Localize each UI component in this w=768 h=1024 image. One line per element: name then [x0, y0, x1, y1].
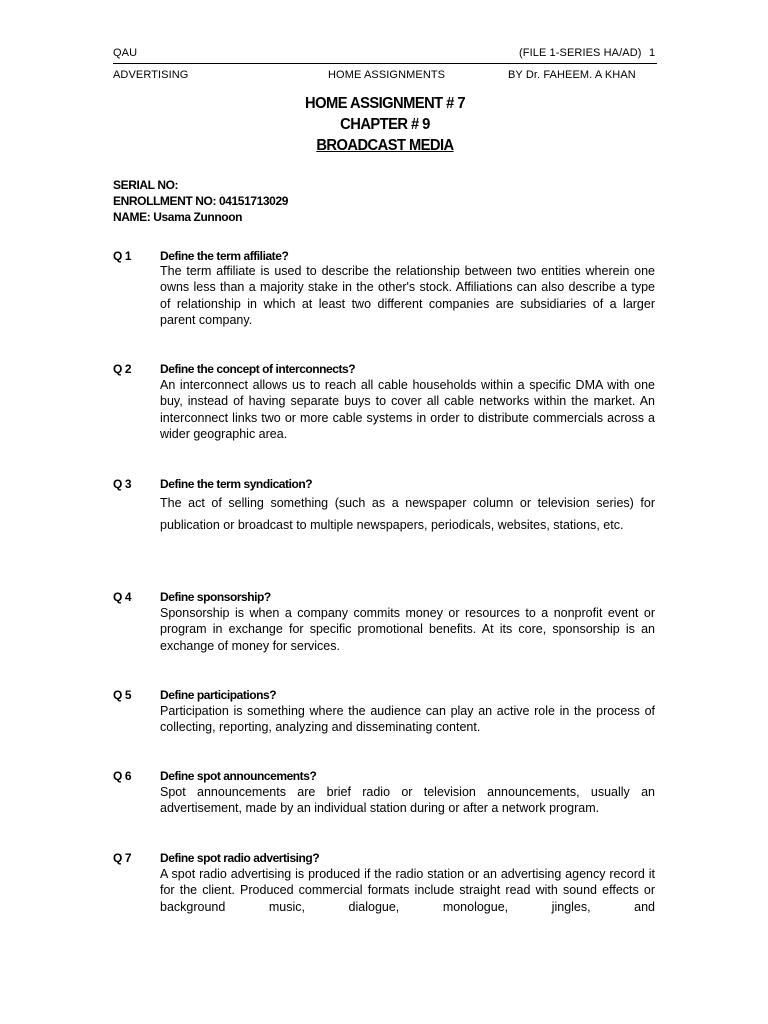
question-number: Q 2: [113, 362, 132, 376]
header-course: ADVERTISING: [113, 69, 189, 81]
answer-text: An interconnect allows us to reach all cable households within a specific DMA with one buy, instead of having separate buys to cover all cable networks within the market. An interconnect links two or more cable systems in order to distribute commercials across a wider geographic area.: [160, 378, 655, 441]
question-title: Define spot radio advertising?: [160, 851, 320, 865]
page-number: 1: [649, 47, 656, 59]
question-number: Q 4: [113, 590, 132, 604]
answer-text: Sponsorship is when a company commits money or resources to a nonprofit event or program in exchange for specific promotional benefits. At its core, sponsorship is an exchange of money for services.: [160, 606, 655, 653]
header-author: BY Dr. FAHEEM. A KHAN: [508, 69, 636, 81]
answer-text: Spot announcements are brief radio or television announcements, usually an advertisement, made by an individual station during or after a network program.: [160, 785, 655, 816]
question-title: Define sponsorship?: [160, 590, 271, 604]
chapter-title: CHAPTER # 9: [340, 116, 430, 133]
question-number: Q 3: [113, 477, 132, 491]
question-number: Q 6: [113, 769, 132, 783]
question-title: Define the term affiliate?: [160, 249, 289, 263]
enrollment-number: ENROLLMENT NO: 04151713029: [113, 194, 289, 208]
question-title: Define participations?: [160, 688, 277, 702]
question-title: Define spot announcements?: [160, 769, 317, 783]
question-title: Define the concept of interconnects?: [160, 362, 356, 376]
answer-text: The act of selling something (such as a newspaper column or television series) for publication or broadcast to multiple newspapers, periodicals, websites, stations, etc.: [160, 496, 655, 532]
header-file-series: (FILE 1-SERIES HA/AD): [519, 47, 642, 59]
answer-text: A spot radio advertising is produced if the radio station or an advertising agency record it for the client. Produced commercial formats include straight read with sound effects or background music, dialogue, monologue, jingles, and: [160, 867, 655, 914]
header-section: HOME ASSIGNMENTS: [328, 69, 446, 81]
question-number: Q 1: [113, 249, 132, 263]
question-title: Define the term syndication?: [160, 477, 313, 491]
assignment-title: HOME ASSIGNMENT # 7: [305, 95, 465, 112]
question-number: Q 5: [113, 688, 132, 702]
question-number: Q 7: [113, 851, 132, 865]
header-institution: QAU: [113, 47, 138, 59]
student-name: NAME: Usama Zunnoon: [113, 210, 243, 224]
answer-text: Participation is something where the audience can play an active role in the process of collecting, reporting, analyzing and disseminating content.: [160, 704, 655, 735]
header-divider: [113, 63, 657, 64]
topic-title: BROADCAST MEDIA: [316, 137, 454, 154]
answer-text: The term affiliate is used to describe the relationship between two entities wherein one owns less than a majority stake in the other's stock. Affiliations can also describe a type of relationship in which at least two different companies are subsidiaries of a larger parent company.: [160, 264, 655, 327]
serial-number: SERIAL NO:: [113, 178, 179, 192]
